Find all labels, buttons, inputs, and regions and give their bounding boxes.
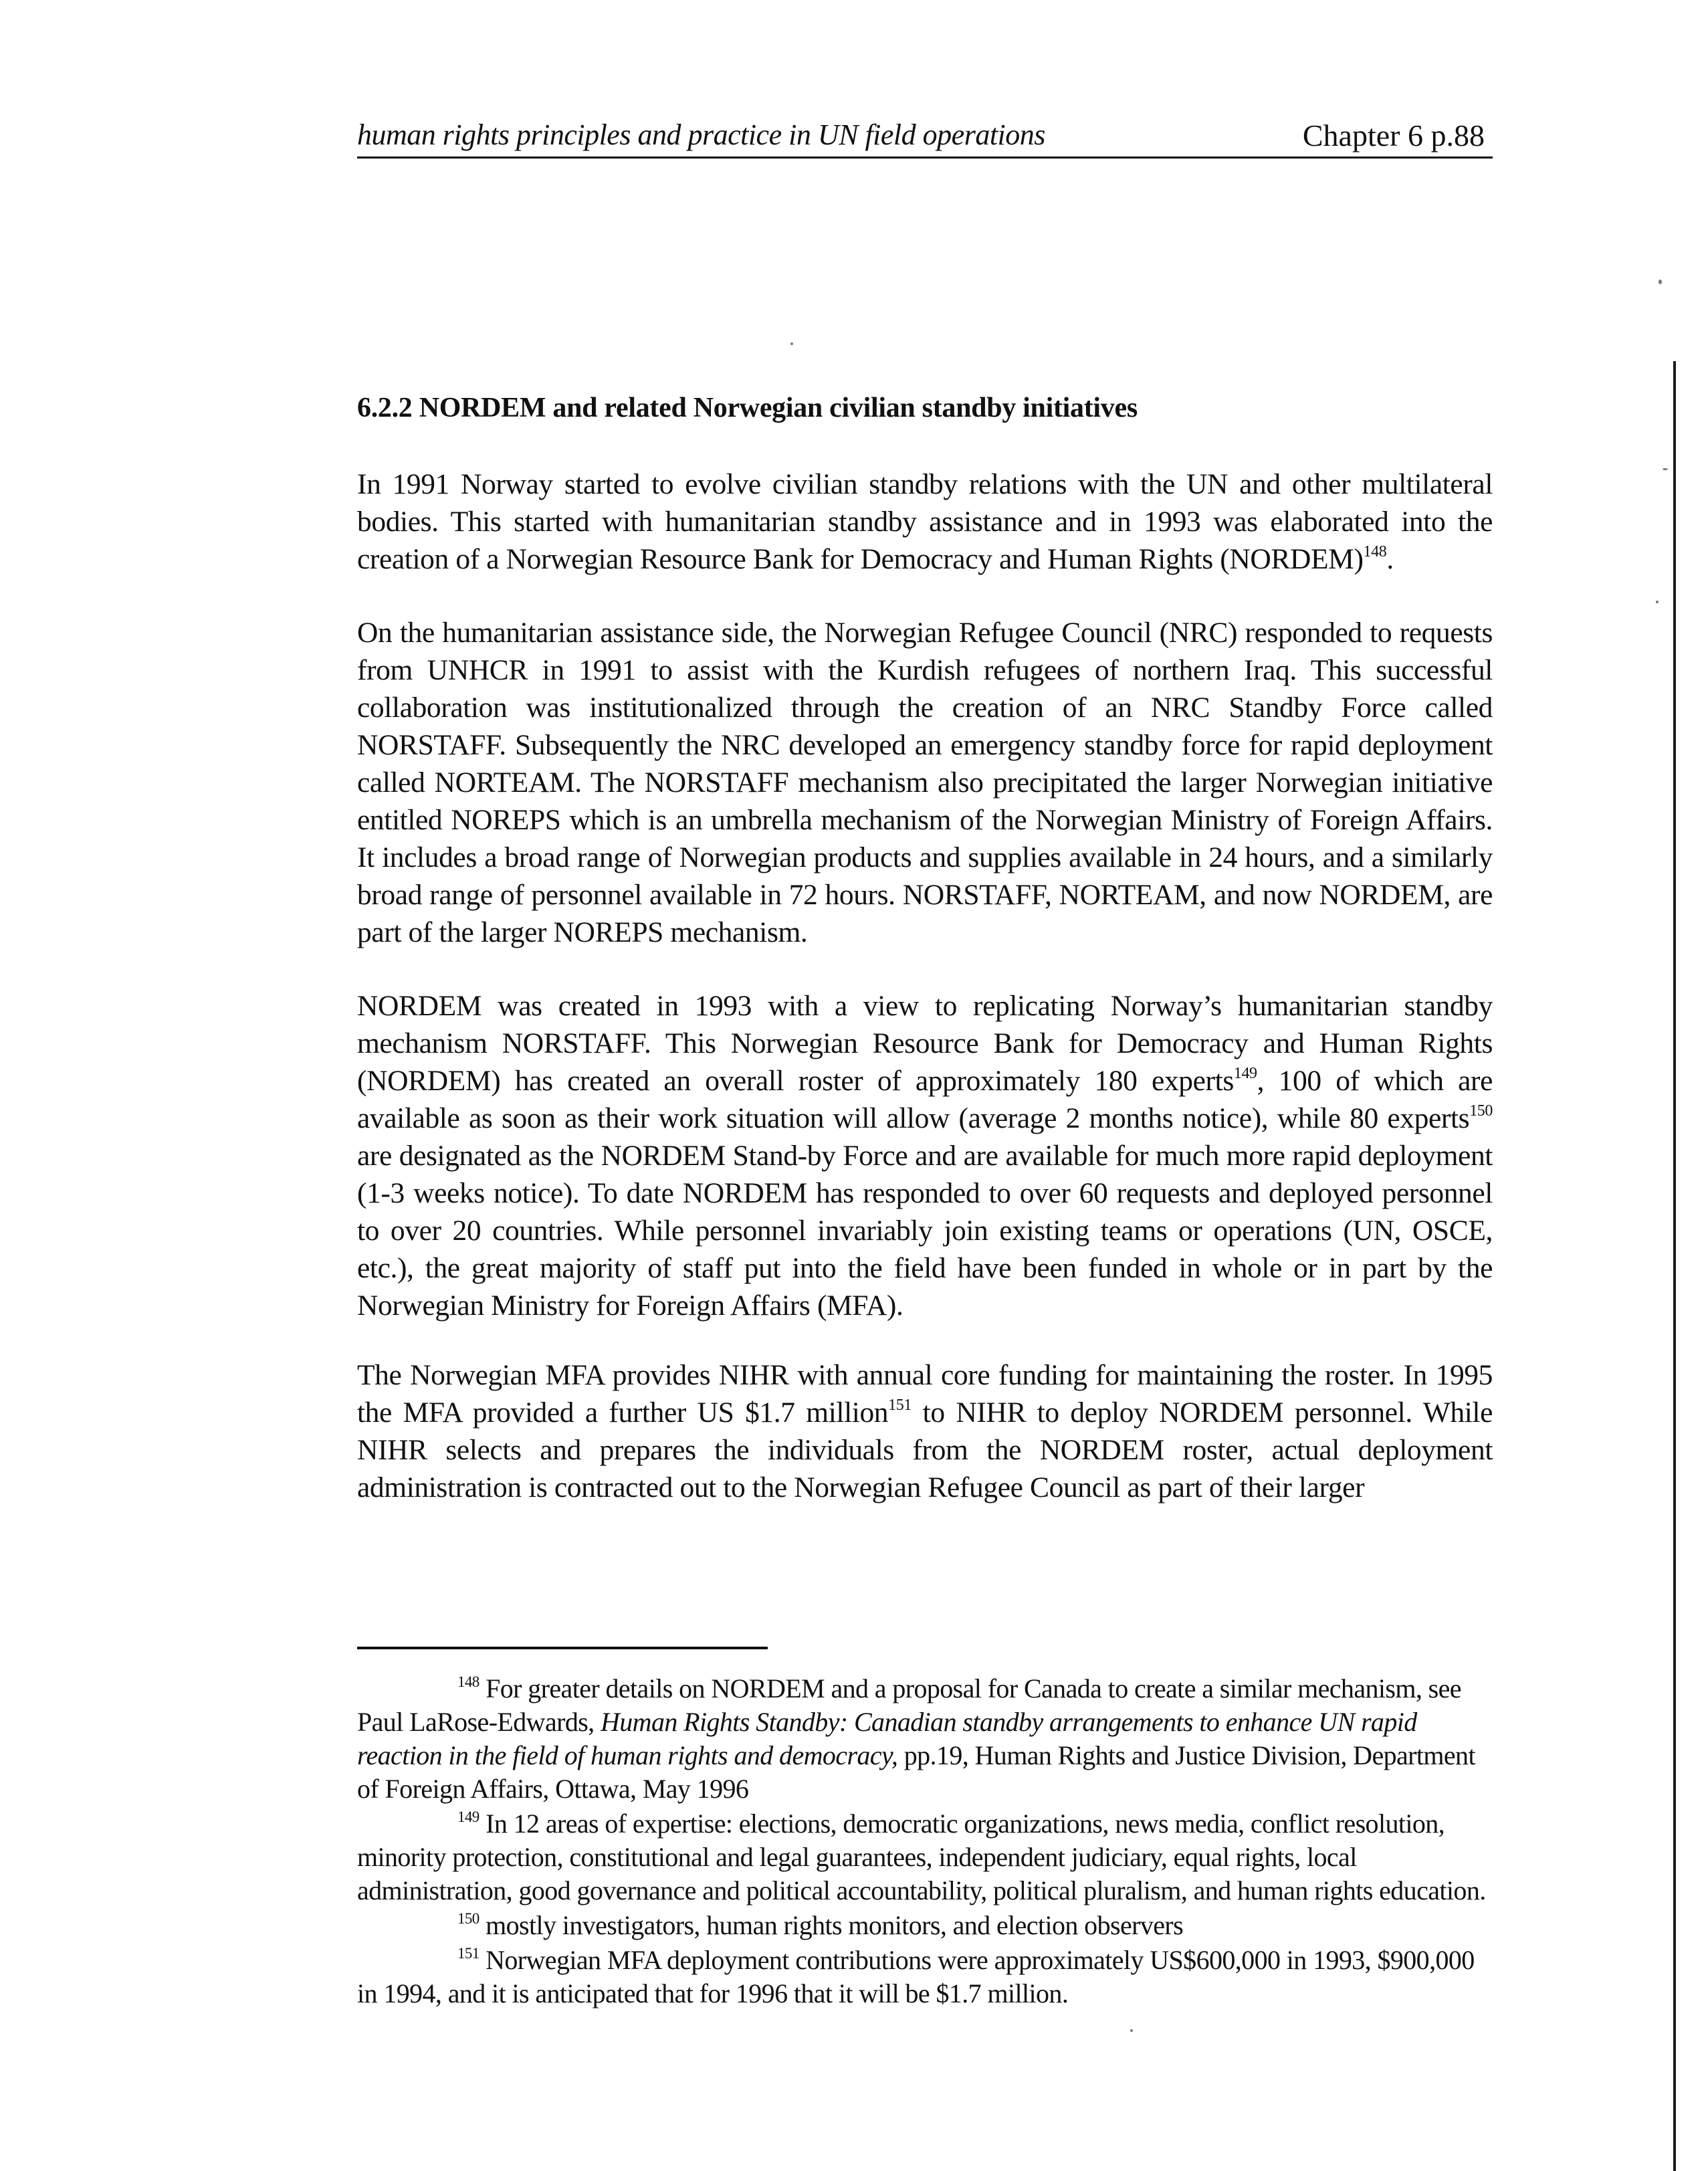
section-heading: 6.2.2 NORDEM and related Norwegian civilian standby initiatives [357, 393, 1138, 423]
footnote-ref: 151 [888, 1397, 912, 1414]
scan-speck [1663, 468, 1668, 470]
footnote-ref: 149 [1233, 1065, 1257, 1082]
paragraph-text: , 100 of which are available as soon as their work situation will allow (average 2 months notice), while 80 experts [357, 1065, 1493, 1134]
paragraph [357, 466, 1493, 578]
scan-speck [1659, 280, 1662, 284]
footnote-text: For greater details on NORDEM and a proposal for Canada to create a similar mechanism, see Paul LaRose-Edwards, [357, 1673, 1461, 1737]
paragraph-text: NORDEM was created in 1993 with a view to replicating Norway’s humanitarian standby mechanism NORSTAFF. This Norwegian Resource Bank for Democracy and Human Rights (NORDEM) has created an overall roster of approximately 180 experts [357, 990, 1493, 1097]
page-label: Chapter 6 p.88 [1302, 118, 1485, 152]
scan-speck [1130, 2029, 1133, 2032]
footnotes [357, 1672, 1493, 2012]
running-header [357, 115, 1493, 159]
paragraph-text: are designated as the NORDEM Stand-by Force and are available for much more rapid deployment (1-3 weeks notice). To date NORDEM has responded to over 60 requests and deployed personnel to over 20 countries. While personnel invariably join existing teams or operations (UN, OSCE, etc.), the great majority of staff put into the field have been funded in whole or in part by the Norwegian Ministry for Foreign Affairs (MFA). [357, 1140, 1493, 1322]
scan-speck [790, 342, 793, 345]
paragraph [357, 1356, 1493, 1506]
footnote-148 [357, 1672, 1493, 1806]
footnote-number: 149 [457, 1808, 479, 1825]
footnote-149 [357, 1807, 1493, 1907]
footnote-150 [357, 1909, 1493, 1942]
running-title: human rights principles and practice in UN field operations [357, 118, 1045, 151]
paragraph-text: In 1991 Norway started to evolve civilian standby relations with the UN and other multilateral bodies. This started with humanitarian standby assistance and in 1993 was elaborated into the creation of a Norwegian Resource Bank for Democracy and Human Rights (NORDEM) [357, 468, 1493, 575]
paragraph-text: . [1386, 543, 1394, 575]
paragraph [357, 987, 1493, 1324]
scan-speck [1656, 601, 1659, 603]
paragraph [357, 614, 1493, 951]
paragraph-text: The Norwegian MFA provides NIHR with annual core funding for maintaining the roster. In 1995 the MFA provided a further US $1.7 million [357, 1359, 1493, 1429]
paragraph-text: On the humanitarian assistance side, the Norwegian Refugee Council (NRC) responded to requests from UNHCR in 1991 to assist with the Kurdish refugees of northern Iraq. This successful collaboration was institutionalized through the creation of an NRC Standby Force called NORSTAFF. Subsequently the NRC developed an emergency standby force for rapid deployment called NORTEAM. The NORSTAFF mechanism also precipitated the larger Norwegian initiative entitled NOREPS which is an umbrella mechanism of the Norwegian Ministry of Foreign Affairs. It includes a broad range of Norwegian products and supplies available in 24 hours, and a similarly broad range of personnel available in 72 hours. NORSTAFF, NORTEAM, and now NORDEM, are part of the larger NOREPS mechanism. [357, 617, 1493, 948]
footnote-text: mostly investigators, human rights monitors, and election observers [479, 1910, 1184, 1940]
footnote-text: In 12 areas of expertise: elections, democratic organizations, news media, conflict resolution, minority protection, constitutional and legal guarantees, independent judiciary, equal rights, local administration, good governance and political accountability, political pluralism, and human rights education. [357, 1808, 1486, 1905]
paragraph-text: to NIHR to deploy NORDEM personnel. While NIHR selects and prepares the individuals from the NORDEM roster, actual deployment administration is contracted out to the Norwegian Refugee Council as part of their larger [357, 1397, 1493, 1504]
footnote-text: pp.19, Human Rights and Justice Division, Department of Foreign Affairs, Ottawa, May 1996 [357, 1740, 1475, 1804]
footnote-number: 148 [457, 1673, 479, 1690]
footnote-151 [357, 1944, 1493, 2010]
scan-edge-line [1673, 361, 1676, 2171]
footnote-ref: 150 [1469, 1102, 1493, 1120]
footnote-separator [357, 1647, 768, 1649]
footnote-ref: 148 [1363, 543, 1387, 560]
footnote-cited-title: Human Rights Standby: Canadian standby arrangements to enhance UN rapid reaction in the field of human rights and democracy, [357, 1707, 1417, 1770]
footnote-number: 150 [457, 1910, 479, 1927]
footnote-text: Norwegian MFA deployment contributions were approximately US$600,000 in 1993, $900,000 in 1994, and it is anticipated that for 1996 that it will be $1.7 million. [357, 1945, 1475, 2008]
footnote-number: 151 [457, 1945, 479, 1962]
